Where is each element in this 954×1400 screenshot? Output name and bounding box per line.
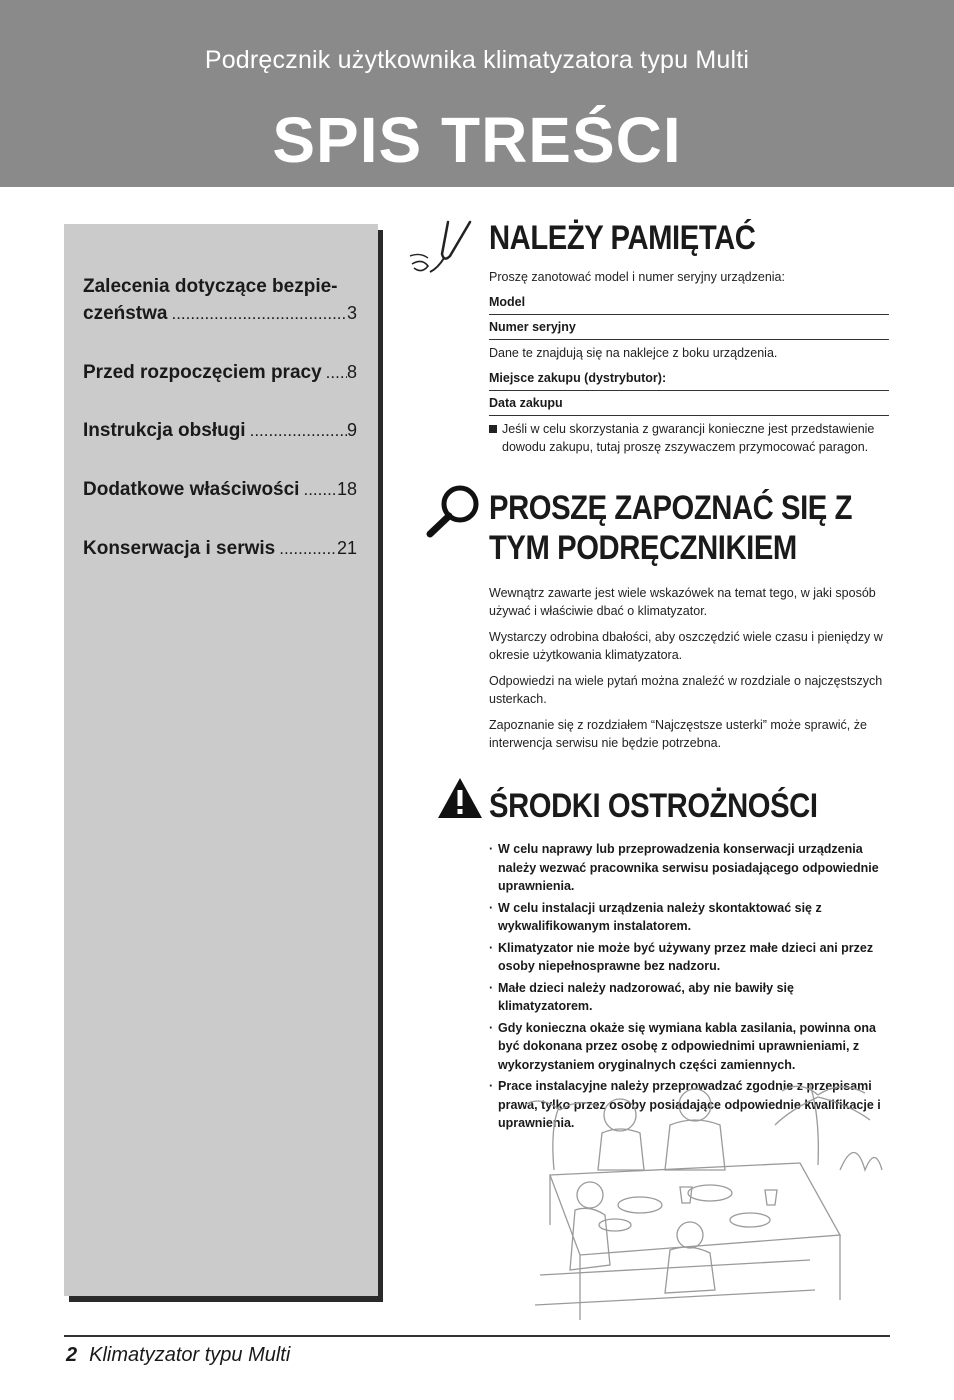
manual-paragraph: Wewnątrz zawarte jest wiele wskazówek na temat tego, w jaki sposób używać i właściwie dbać o klimatyzator. [489, 586, 876, 618]
remember-section [489, 268, 889, 456]
toc-entry-label: Konserwacja i serwis [83, 538, 276, 559]
page-footer [66, 1344, 290, 1367]
toc-entry-label: Instrukcja obsługi [83, 420, 246, 441]
purchase-date-field: Data zakupu [489, 391, 889, 416]
manual-title-line1: PROSZĘ ZAPOZNAĆ SIĘ Z [489, 489, 853, 527]
toc-page-number: 21 [336, 538, 357, 558]
precaution-item: · Małe dzieci należy nadzorować, aby nie bawiły się klimatyzatorem. [489, 979, 887, 1016]
pen-icon [408, 218, 474, 278]
warranty-note [489, 420, 889, 456]
picnic-illustration [520, 1075, 900, 1325]
page-title: SPIS TREŚCI [272, 104, 682, 176]
toc-entry-additional-features[interactable] [83, 476, 357, 503]
toc-page-number: 8 [346, 362, 357, 382]
warranty-note-text: Jeśli w celu skorzystania z gwarancji konieczne jest przedstawienie dowodu zakupu, tutaj proszę zszywaczem przymocować paragon. [502, 422, 875, 454]
toc-entry-operating-instructions[interactable] [83, 417, 357, 444]
toc-page-number: 3 [346, 303, 357, 323]
dealer-field: Miejsce zakupu (dystrybutor): [489, 366, 889, 391]
toc-page-number: 9 [346, 420, 357, 440]
manual-title-line2: TYM PODRĘCZNIKIEM [489, 529, 797, 567]
manual-subtitle: Podręcznik użytkownika klimatyzatora typu Multi [204, 46, 750, 74]
model-field: Model [489, 290, 889, 315]
page-header [0, 0, 954, 187]
square-bullet-icon [489, 425, 497, 433]
toc-entry-label: czeństwa [83, 303, 168, 324]
toc-entry-label: Zalecenia dotyczące bezpie- [83, 276, 338, 297]
precaution-item: · W celu naprawy lub przeprowadzenia konserwacji urządzenia należy wezwać pracownika serwisu posiadającego odpowiednie uprawnienia. [489, 840, 887, 896]
remember-intro: Proszę zanotować model i numer seryjny urządzenia: [489, 270, 785, 284]
toc-entry-safety[interactable] [83, 273, 357, 327]
toc-entry-label: Dodatkowe właściwości [83, 479, 300, 500]
manual-paragraph: Zapoznanie się z rozdziałem “Najczęstsze usterki” może sprawić, że interwencja serwisu nie będzie potrzebna. [489, 718, 867, 750]
precaution-item: · W celu instalacji urządzenia należy skontaktować się z wykwalifikowanym instalatorem. [489, 899, 887, 936]
magnifying-glass-icon [424, 484, 484, 540]
precaution-item: · Gdy konieczna okaże się wymiana kabla zasilania, powinna ona być dokonana przez osobę z odpowiednimi uprawnieniami, z wykorzystaniem oryginalnych części zamiennych. [489, 1019, 887, 1075]
sticker-note: Dane te znajdują się na naklejce z boku urządzenia. [489, 346, 778, 360]
precaution-item: · Klimatyzator nie może być używany przez małe dzieci ani przez osoby niepełnosprawne bez nadzoru. [489, 939, 887, 976]
toc-entry-label: Przed rozpoczęciem pracy [83, 362, 322, 383]
toc-page-number: 18 [336, 479, 357, 499]
toc-leader-dots [326, 359, 347, 386]
precaution-item: · Prace instalacyjne należy przeprowadzać zgodnie z przepisami prawa, tylko przez osoby posiadające odpowiednie kwalifikacje i uprawnienia. [489, 1077, 887, 1133]
toc-entry-maintenance[interactable] [83, 535, 357, 562]
serial-number-field: Numer seryjny [489, 315, 889, 340]
remember-title: NALEŻY PAMIĘTAĆ [489, 219, 756, 257]
manual-section [489, 584, 889, 760]
manual-title [489, 488, 852, 568]
toc-leader-dots [303, 476, 337, 503]
footer-divider [64, 1335, 890, 1337]
footer-text: Klimatyzator typu Multi [89, 1344, 291, 1366]
toc-leader-dots [250, 417, 347, 444]
manual-paragraph: Odpowiedzi na wiele pytań można znaleźć w rozdziale o najczęstszych usterkach. [489, 674, 883, 706]
toc-leader-dots [279, 535, 337, 562]
page-number: 2 [66, 1344, 78, 1366]
manual-paragraph: Wystarczy odrobina dbałości, aby oszczędzić wiele czasu i pieniędzy w okresie użytkowania klimatyzatora. [489, 630, 883, 662]
warning-icon [436, 776, 484, 820]
toc-leader-dots [171, 300, 347, 327]
table-of-contents [64, 224, 378, 1296]
precautions-title: ŚRODKI OSTROŻNOŚCI [489, 787, 818, 825]
toc-entry-before-operation[interactable] [83, 359, 357, 386]
